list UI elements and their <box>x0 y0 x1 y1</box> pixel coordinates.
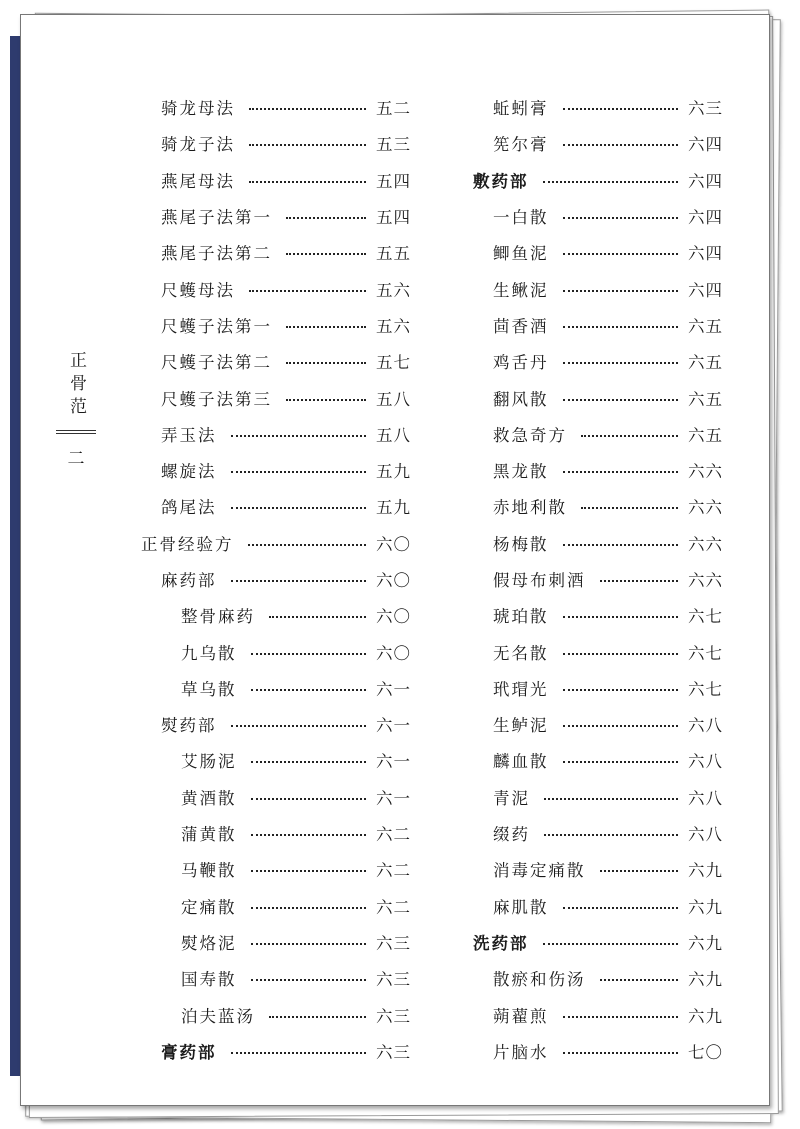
dot-leader <box>563 544 679 546</box>
entry-page: 六一 <box>376 716 411 736</box>
entry-title: 尺蠖子法第一 <box>161 316 272 336</box>
entry-page: 六四 <box>688 135 723 155</box>
dot-leader <box>269 1016 366 1018</box>
entry-title: 茴香酒 <box>493 316 549 336</box>
toc-entry[interactable] <box>141 89 411 125</box>
dot-leader <box>563 616 679 618</box>
dot-leader <box>248 544 367 546</box>
toc-entry[interactable] <box>473 162 723 198</box>
dot-leader <box>231 507 367 509</box>
entry-page: 六五 <box>688 316 723 336</box>
entry-page: 六〇 <box>376 534 411 554</box>
entry-title: 生鳅泥 <box>493 280 549 300</box>
dot-leader <box>231 1052 367 1054</box>
toc-column-left <box>141 89 411 1069</box>
toc-entry[interactable] <box>141 670 411 706</box>
dot-leader <box>249 290 366 292</box>
entry-page: 六五 <box>688 389 723 409</box>
dot-leader <box>269 616 366 618</box>
entry-title: 熨药部 <box>161 716 217 736</box>
dot-leader <box>563 471 679 473</box>
entry-title: 假母布刺酒 <box>493 571 586 590</box>
dot-leader <box>563 761 679 763</box>
entry-page: 六八 <box>688 716 723 736</box>
entry-page: 六四 <box>688 171 723 191</box>
dot-leader <box>286 362 366 364</box>
entry-title: 定痛散 <box>181 897 237 917</box>
entry-page: 六六 <box>688 498 723 518</box>
toc-entry[interactable] <box>473 706 723 742</box>
dot-leader <box>563 144 679 146</box>
dot-leader <box>600 979 679 981</box>
toc-entry[interactable] <box>473 125 723 161</box>
entry-page: 六六 <box>688 571 723 590</box>
toc-entry[interactable] <box>473 488 723 524</box>
dot-leader <box>544 798 678 800</box>
dot-leader <box>581 507 678 509</box>
dot-leader <box>251 761 367 763</box>
entry-page: 六八 <box>688 788 723 808</box>
entry-title: 麻药部 <box>161 571 217 590</box>
entry-title: 蒲黄散 <box>181 825 237 845</box>
toc-column-right <box>473 89 723 1069</box>
entry-title: 蚯蚓膏 <box>493 99 549 119</box>
entry-page: 五二 <box>376 99 411 119</box>
toc-entry[interactable] <box>141 307 411 343</box>
entry-title: 缀药 <box>493 825 530 845</box>
entry-page: 六七 <box>688 607 723 627</box>
dot-leader <box>286 217 366 219</box>
toc-entry[interactable] <box>141 742 411 778</box>
dot-leader <box>544 834 678 836</box>
entry-page: 五六 <box>376 280 411 300</box>
entry-page: 七〇 <box>688 1042 723 1062</box>
dot-leader <box>563 399 679 401</box>
entry-page: 五三 <box>376 135 411 155</box>
entry-title: 黑龙散 <box>493 462 549 482</box>
entry-title: 生鲈泥 <box>493 716 549 736</box>
toc-entry[interactable] <box>473 779 723 815</box>
entry-title: 鲫鱼泥 <box>493 244 549 264</box>
toc-entry[interactable] <box>473 633 723 669</box>
entry-title: 骑龙子法 <box>161 135 235 155</box>
side-title: 正骨范 <box>66 351 86 420</box>
dot-leader <box>251 653 367 655</box>
entry-page: 五七 <box>376 353 411 373</box>
entry-page: 五八 <box>376 389 411 409</box>
dot-leader <box>251 798 367 800</box>
entry-title: 艾肠泥 <box>181 752 237 772</box>
entry-title: 燕尾子法第一 <box>161 208 272 228</box>
toc-entry[interactable] <box>473 1033 723 1069</box>
entry-page: 六八 <box>688 825 723 845</box>
dot-leader <box>286 253 366 255</box>
entry-page: 六二 <box>376 825 411 845</box>
entry-page: 六七 <box>688 679 723 699</box>
toc-entry[interactable] <box>141 198 411 234</box>
dot-leader <box>563 253 679 255</box>
dot-leader <box>249 108 366 110</box>
entry-page: 六五 <box>688 353 723 373</box>
entry-title: 骑龙母法 <box>161 99 235 119</box>
toc-entry[interactable] <box>141 851 411 887</box>
entry-title: 消毒定痛散 <box>493 861 586 881</box>
entry-page: 六九 <box>688 933 723 953</box>
entry-title: 玳瑁光 <box>493 679 549 699</box>
dot-leader <box>231 471 367 473</box>
dot-leader <box>563 689 679 691</box>
dot-leader <box>563 725 679 727</box>
toc-entry[interactable] <box>473 525 723 561</box>
entry-page: 六三 <box>376 933 411 953</box>
entry-page: 六六 <box>688 462 723 482</box>
toc-entry[interactable] <box>141 706 411 742</box>
dot-leader <box>543 943 679 945</box>
entry-title: 九乌散 <box>181 643 237 663</box>
dot-leader <box>251 870 367 872</box>
toc-entry[interactable] <box>141 561 411 597</box>
toc-entry[interactable] <box>141 452 411 488</box>
entry-page: 六三 <box>376 970 411 990</box>
toc-entry[interactable] <box>473 851 723 887</box>
entry-page: 六九 <box>688 897 723 917</box>
side-divider <box>56 430 96 434</box>
entry-title: 鸽尾法 <box>161 498 217 518</box>
toc-entry[interactable] <box>141 924 411 960</box>
dot-leader <box>286 326 366 328</box>
entry-title: 熨烙泥 <box>181 933 237 953</box>
entry-title: 翻风散 <box>493 389 549 409</box>
dot-leader <box>563 1052 679 1054</box>
dot-leader <box>231 435 367 437</box>
toc-entry[interactable] <box>141 633 411 669</box>
toc-entry[interactable] <box>141 234 411 270</box>
entry-title: 燕尾母法 <box>161 171 235 191</box>
side-label <box>61 351 91 474</box>
dot-leader <box>543 181 679 183</box>
entry-page: 六〇 <box>376 607 411 627</box>
dot-leader <box>251 979 367 981</box>
entry-title: 救急奇方 <box>493 425 567 445</box>
toc-entry[interactable] <box>473 815 723 851</box>
entry-title: 洗药部 <box>473 933 529 953</box>
toc-entry[interactable] <box>473 742 723 778</box>
entry-title: 泊夫蓝汤 <box>181 1006 255 1026</box>
toc-entry[interactable] <box>473 960 723 996</box>
toc-entry[interactable] <box>141 379 411 415</box>
entry-title: 敷药部 <box>473 171 529 191</box>
toc-entry[interactable] <box>473 270 723 306</box>
entry-title: 草乌散 <box>181 679 237 699</box>
entry-page: 六〇 <box>376 643 411 663</box>
dot-leader <box>563 217 679 219</box>
entry-title: 黄酒散 <box>181 788 237 808</box>
entry-page: 六五 <box>688 425 723 445</box>
entry-page: 五九 <box>376 498 411 518</box>
dot-leader <box>563 108 679 110</box>
toc-entry[interactable] <box>473 416 723 452</box>
entry-title: 鸡舌丹 <box>493 353 549 373</box>
entry-page: 六九 <box>688 970 723 990</box>
entry-title: 燕尾子法第二 <box>161 244 272 264</box>
entry-title: 麻肌散 <box>493 897 549 917</box>
entry-title: 杨梅散 <box>493 534 549 554</box>
entry-page: 五六 <box>376 316 411 336</box>
entry-page: 六六 <box>688 534 723 554</box>
entry-page: 五四 <box>376 208 411 228</box>
toc-entry[interactable] <box>473 597 723 633</box>
toc-entry[interactable] <box>141 815 411 851</box>
dot-leader <box>563 653 679 655</box>
dot-leader <box>581 435 678 437</box>
toc-entry[interactable] <box>141 597 411 633</box>
entry-title: 弄玉法 <box>161 425 217 445</box>
entry-title: 赤地利散 <box>493 498 567 518</box>
toc-entry[interactable] <box>141 888 411 924</box>
dot-leader <box>600 870 679 872</box>
toc-entry[interactable] <box>141 996 411 1032</box>
entry-page: 六四 <box>688 280 723 300</box>
toc-entry[interactable] <box>141 162 411 198</box>
toc-entry[interactable] <box>141 270 411 306</box>
toc-entry[interactable] <box>473 888 723 924</box>
entry-page: 六二 <box>376 897 411 917</box>
entry-page: 五九 <box>376 462 411 482</box>
entry-title: 马鞭散 <box>181 861 237 881</box>
toc-entry[interactable] <box>141 525 411 561</box>
toc-entry[interactable] <box>473 234 723 270</box>
dot-leader <box>231 580 367 582</box>
entry-page: 六四 <box>688 244 723 264</box>
toc-entry[interactable] <box>473 452 723 488</box>
toc-entry[interactable] <box>473 343 723 379</box>
entry-page: 五五 <box>376 244 411 264</box>
entry-title: 麟血散 <box>493 752 549 772</box>
entry-page: 六七 <box>688 643 723 663</box>
entry-page: 五八 <box>376 425 411 445</box>
entry-page: 六一 <box>376 679 411 699</box>
page-number: 二 <box>67 449 85 469</box>
entry-page: 六一 <box>376 752 411 772</box>
dot-leader <box>563 326 679 328</box>
toc-entry[interactable] <box>473 670 723 706</box>
toc-entry[interactable] <box>141 488 411 524</box>
entry-page: 五四 <box>376 171 411 191</box>
toc-entry[interactable] <box>473 89 723 125</box>
entry-title: 尺蠖母法 <box>161 280 235 300</box>
entry-page: 六四 <box>688 208 723 228</box>
toc-entry[interactable] <box>473 307 723 343</box>
dot-leader <box>563 1016 679 1018</box>
dot-leader <box>251 689 367 691</box>
dot-leader <box>231 725 367 727</box>
entry-title: 无名散 <box>493 643 549 663</box>
toc-page <box>20 14 770 1106</box>
dot-leader <box>286 399 366 401</box>
entry-title: 片脑水 <box>493 1042 549 1062</box>
toc-entry[interactable] <box>473 561 723 597</box>
entry-title: 尺蠖子法第三 <box>161 389 272 409</box>
entry-page: 六八 <box>688 752 723 772</box>
entry-page: 六三 <box>376 1042 411 1062</box>
toc-entry[interactable] <box>141 416 411 452</box>
toc-entry[interactable] <box>473 924 723 960</box>
entry-title: 散瘀和伤汤 <box>493 970 586 990</box>
entry-title: 正骨经验方 <box>141 534 234 554</box>
entry-title: 一白散 <box>493 208 549 228</box>
entry-title: 尺蠖子法第二 <box>161 353 272 373</box>
entry-title: 国寿散 <box>181 970 237 990</box>
entry-page: 六二 <box>376 861 411 881</box>
toc-entry[interactable] <box>473 996 723 1032</box>
toc-entry[interactable] <box>141 125 411 161</box>
dot-leader <box>563 290 679 292</box>
toc-entry[interactable] <box>141 1033 411 1069</box>
entry-title: 筅尔膏 <box>493 135 549 155</box>
entry-title: 膏药部 <box>161 1042 217 1062</box>
dot-leader <box>563 907 679 909</box>
dot-leader <box>249 181 366 183</box>
toc-entry[interactable] <box>141 960 411 996</box>
entry-title: 螺旋法 <box>161 462 217 482</box>
entry-page: 六一 <box>376 788 411 808</box>
entry-title: 整骨麻药 <box>181 607 255 627</box>
entry-page: 六九 <box>688 1006 723 1026</box>
toc-entry[interactable] <box>141 779 411 815</box>
dot-leader <box>600 580 679 582</box>
entry-page: 六〇 <box>376 571 411 590</box>
toc-entry[interactable] <box>141 343 411 379</box>
entry-title: 琥珀散 <box>493 607 549 627</box>
toc-entry[interactable] <box>473 379 723 415</box>
entry-page: 六三 <box>688 99 723 119</box>
dot-leader <box>249 144 366 146</box>
dot-leader <box>251 907 367 909</box>
dot-leader <box>251 943 367 945</box>
dot-leader <box>563 362 679 364</box>
toc-entry[interactable] <box>473 198 723 234</box>
entry-page: 六三 <box>376 1006 411 1026</box>
entry-title: 青泥 <box>493 788 530 808</box>
entry-page: 六九 <box>688 861 723 881</box>
entry-title: 蒴藋煎 <box>493 1006 549 1026</box>
dot-leader <box>251 834 367 836</box>
